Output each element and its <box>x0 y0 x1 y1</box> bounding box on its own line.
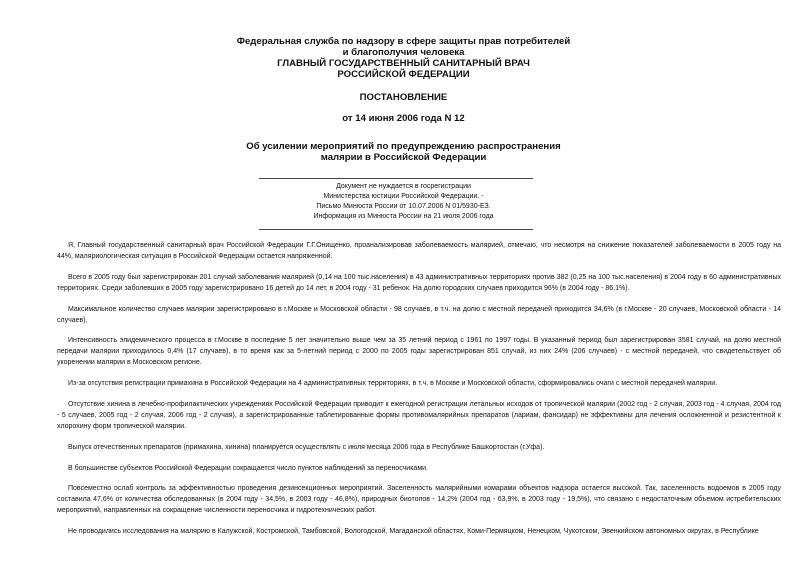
registration-note <box>0 182 807 222</box>
decree-heading: ПОСТАНОВЛЕНИЕ <box>359 92 448 103</box>
body-paragraph: Повсеместно ослаб контроль за эффективностью проведения дезинсекционных мероприятий. Заселенность малярийными комарами объектов надзора остается высокой. Так, заселенность водоемов в 2005 году составила 47,6% от количества обследованных (в 2004 году - 34,5%, в 2003 году - 46,8%), природных биотопов - 14,2% (2004 год - 63,9%, в 2003 году - 19,5%), что связано с недостаточным объемом истребительских мероприятий, направленных на сокращение численности переносчика и гидротехнических работ. <box>57 485 781 515</box>
title-line: малярии в Российской Федерации <box>320 152 487 163</box>
issuer-line: и благополучия человека <box>342 47 465 58</box>
body-paragraph: Всего в 2005 году был зарегистрирован 201 случай заболевания малярией (0,14 на 100 тыс.населения) в 43 административных территориях против 382 (0,25 на 100 тыс.населения) в 2004 году в 60 административных территориях. Среди заболевших в 2005 году зарегистрировано 16 детей до 14 лет, в 2004 году - 31 ребенок. На долю городских случаев приходится 96% (в 2004 году - 86,1%). <box>57 273 781 292</box>
note-line: Письмо Минюста России от 10.07.2006 N 01/5930-ЕЗ. <box>316 203 491 210</box>
issuer-header <box>0 36 807 80</box>
body-paragraph: Интенсивность эпидемического процесса в г.Москве в последние 5 лет значительно выше чем за 35 летний период с 1961 по 1997 годы. В указанный период был зарегистрирован 3581 случай, на долю местной передачи малярии приходилось 0,4% (17 случаев), в то время как за 5-летний период с 2000 по 2005 годы зарегистрирован 851 случай, из них 24% (206 случаев) - с местной передачей, что свидетельствует об укоренении малярии в Московском регионе. <box>57 337 781 367</box>
note-line: Информация из Минюста России на 21 июля 2006 года <box>313 213 494 220</box>
divider-top <box>259 178 533 179</box>
issuer-line: ГЛАВНЫЙ ГОСУДАРСТВЕННЫЙ САНИТАРНЫЙ ВРАЧ <box>277 58 530 69</box>
body-paragraph: Из-за отсутствия регистрации примахина в Российской Федерации на 4 административных территориях, в т.ч. в Москве и Московской области, сформировались очаги с местной передачей малярии. <box>68 380 718 388</box>
body-paragraph: Не проводились исследования на малярию в Калужской, Костромской, Тамбовской, Вологодской, Магаданской областях, Коми-Пермяцком, Ненецком, Чукотском, Эвенкийском автономных округах, в Республике <box>68 528 759 536</box>
decree-date: от 14 июня 2006 года N 12 <box>342 113 465 124</box>
document-title <box>0 141 807 163</box>
body-paragraph: Я, Главный государственный санитарный врач Российской Федерации Г.Г.Онищенко, проанализировав заболеваемость малярией, отмечаю, что несмотря на снижение показателей заболеваемости в 2005 году на 44%, маляриологическая ситуация в Российской Федерации остается напряженной. <box>57 242 781 260</box>
note-line: Документ не нуждается в госрегистрации <box>336 183 471 190</box>
issuer-line: Федеральная служба по надзору в сфере защиты прав потребителей <box>236 36 571 47</box>
body-paragraph: Выпуск отечественных препаратов (примахина, хинина) планируется осуществлять с июля месяца 2006 года в Республике Башкортостан (г.Уфа). <box>68 443 545 451</box>
document-body <box>57 240 781 547</box>
body-paragraph: Максимальное количество случаев малярии зарегистрировано в г.Москве и Московской области - 98 случаев, в т.ч. на долю с местной передачей приходится 34,6% (в г.Москве - 20 случаев, Московской области - 14 случаев). <box>57 305 781 324</box>
body-paragraph: Отсутствие хинина в лечебно-профилактических учреждениях Российской Федерации приводит к ежегодной регистрации летальных исходов от тропической малярии (2002 год - 2 случая, 2003 год - 4 случая, 2004 год - 5 случаев, 2005 год - 2 случая, 2006 год - 2 случая), а зарегистрированные таблетированные формы противомалярийных препаратов (лариам, фансидар) не эффективны для лечения осложненной и резистентной к хлорохину форм тропической малярии. <box>57 400 781 430</box>
issuer-line: РОССИЙСКОЙ ФЕДЕРАЦИИ <box>337 69 470 80</box>
note-line: Министерства юстиции Российской Федерации. - <box>323 193 484 200</box>
body-paragraph: В большинстве субъектов Российской Федерации сокращается число пунктов наблюдений за переносчиками. <box>68 464 428 472</box>
title-line: Об усилении мероприятий по предупреждению распространения <box>246 141 561 152</box>
divider-bottom <box>259 229 533 230</box>
